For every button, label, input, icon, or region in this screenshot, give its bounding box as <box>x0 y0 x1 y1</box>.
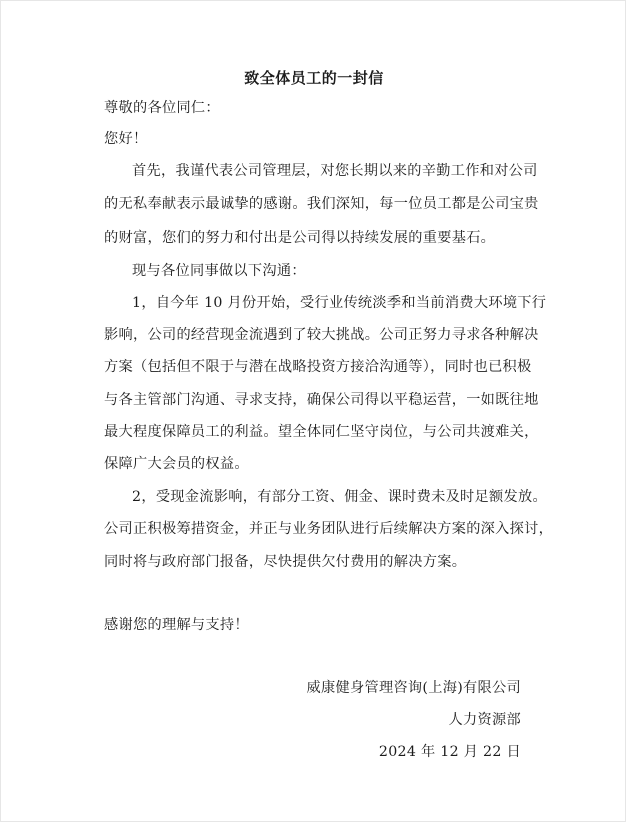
paragraph1-line3: 的财富，您们的努力和付出是公司得以持续发展的重要基石。 <box>104 230 496 246</box>
point1-line3: 方案（包括但不限于与潜在战略投资方接洽沟通等），同时也已积极 <box>104 359 532 375</box>
salutation: 尊敬的各位同仁： <box>104 100 220 116</box>
paragraph1-line1: 首先，我谨代表公司管理层，对您长期以来的辛勤工作和对公司 <box>132 163 538 179</box>
greeting: 您好！ <box>104 131 148 147</box>
signature-company: 威康健身管理咨询(上海)有限公司 <box>306 680 521 696</box>
closing-line: 感谢您的理解与支持！ <box>104 617 249 633</box>
paragraph1-line2: 的无私奉献表示最诚挚的感谢。我们深知，每一位员工都是公司宝贵 <box>104 196 539 212</box>
point1-line4: 与各主管部门沟通、寻求支持，确保公司得以平稳运营，一如既往地 <box>104 392 539 408</box>
signature-department: 人力资源部 <box>448 712 521 728</box>
point2-line1: 2，受现金流影响，有部分工资、佣金、课时费未及时足额发放。 <box>132 489 547 505</box>
point1-line5: 最大程度保障员工的利益。望全体同仁坚守岗位，与公司共渡难关， <box>104 424 539 440</box>
point1-line2: 影响，公司的经营现金流遇到了较大挑战。公司正努力寻求各种解决 <box>104 327 539 343</box>
point2-line2: 公司正积极筹措资金，并正与业务团队进行后续解决方案的深入探讨， <box>104 521 554 537</box>
point1-line6: 保障广大会员的权益。 <box>104 456 249 472</box>
intro-line: 现与各位同事做以下沟通： <box>132 263 306 279</box>
point1-line1: 1，自今年 10 月份开始，受行业传统淡季和当前消费大环境下行 <box>132 295 547 311</box>
letter-title: 致全体员工的一封信 <box>244 69 384 87</box>
signature-date: 2024 年 12 月 22 日 <box>378 744 521 760</box>
point2-line3: 同时将与政府部门报备，尽快提供欠付费用的解决方案。 <box>104 554 467 570</box>
